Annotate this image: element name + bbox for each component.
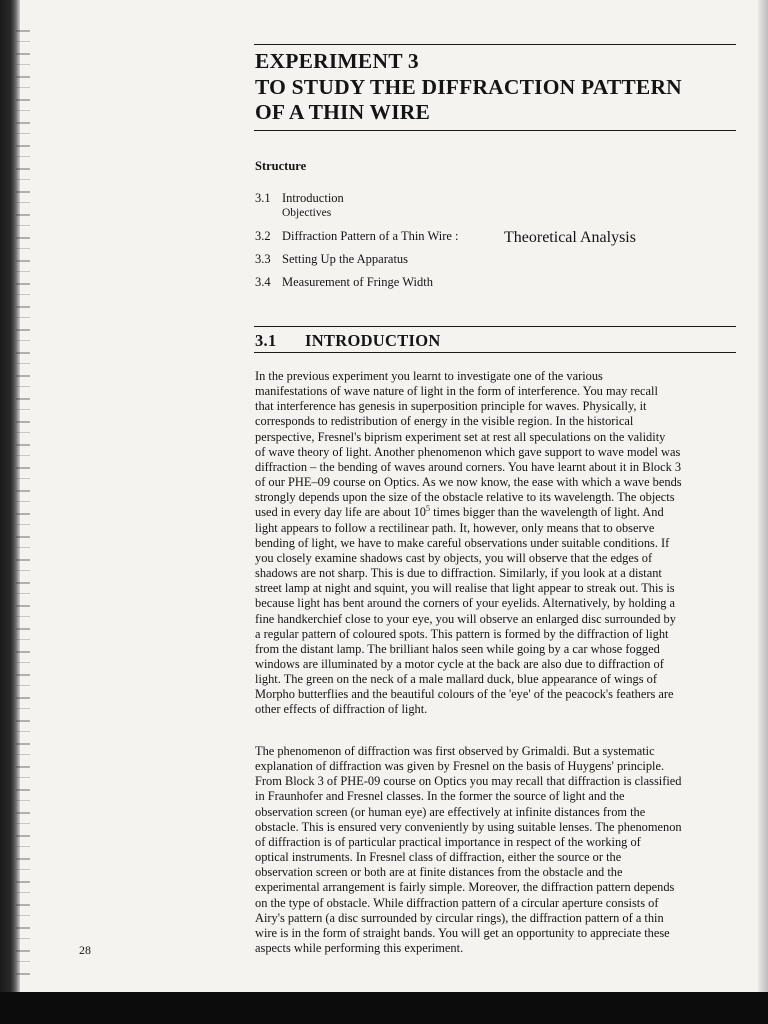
text-line: perspective, Fresnel's biprism experiment set at rest all speculations on the validity — [255, 429, 666, 444]
text-line: street lamp at night and squint, you will realise that light appear to streak out. This is — [255, 581, 675, 596]
page-edge — [758, 0, 768, 1024]
text-line: observation screen (or human eye) are effectively at infinite distances from the — [255, 804, 646, 819]
page-number: 28 — [79, 943, 91, 957]
toc-item-extra: Theoretical Analysis — [504, 229, 636, 246]
text-line: manifestations of wave nature of light in the form of interference. You may recall — [255, 384, 658, 399]
text-line: In the previous experiment you learnt to investigate one of the various — [255, 369, 603, 383]
text-line: a regular pattern of coloured spots. This pattern is formed by the diffraction of light — [255, 626, 669, 641]
header-line-3: OF A THIN WIRE — [255, 100, 431, 124]
text-line: corresponds to redistribution of energy in the visible region. In the historical — [255, 414, 634, 429]
text-line: aspects while performing this experiment. — [255, 941, 464, 956]
toc-item — [255, 229, 735, 252]
text-line: that interference has genesis in superposition principle for waves. Physically, it — [255, 399, 647, 414]
toc-item-number: 3.3 — [255, 252, 271, 266]
text-line: shadows are not sharp. This is due to diffraction. Similarly, if you look at a distant — [255, 566, 662, 581]
text-line: because light has bent around the corners of your eyelids. Alternatively, by holding a — [255, 596, 676, 611]
text-line: bending of light, we have to make careful observations under suitable conditions. If — [255, 535, 670, 550]
text-line: other effects of diffraction of light. — [255, 702, 428, 717]
header-bottom-rule — [254, 130, 736, 131]
text-line: Airy's pattern (a disc surrounded by circular rings), the diffraction pattern of a thin — [255, 910, 664, 925]
toc-item — [255, 191, 735, 229]
text-line: windows are illuminated by a motor cycle at the back are also due to diffraction of — [255, 656, 664, 671]
text-line: fine handkerchief close to your eye, you will observe an enlarged disc surrounded by — [255, 611, 676, 626]
structure-toc — [255, 159, 735, 298]
experiment-header — [255, 49, 735, 126]
section-title: INTRODUCTION — [305, 331, 441, 350]
text-line: of diffraction is of particular practical importance in respect of the working of — [255, 834, 641, 849]
text-line: used in every day life are about $10^5$ times bigger than the wavelength of light. And — [255, 504, 664, 520]
text-line: of our PHE–09 course on Optics. As we now know, the ease with which a wave bends — [255, 475, 682, 490]
toc-item — [255, 275, 735, 298]
text-line: obstacle. This is ensured very conveniently by using suitable lenses. The phenomenon — [255, 819, 682, 834]
toc-item-label: Measurement of Fringe Width — [282, 275, 433, 289]
introduction-paragraph-2 — [255, 744, 735, 956]
header-top-rule — [254, 44, 736, 45]
text-line: light appears to follow a rectilinear path. It, however, only means that to observe — [255, 520, 655, 535]
text-line: light. The green on the neck of a male mallard duck, blue appearance of wings of — [255, 672, 657, 687]
text-line: wire is in the form of straight bands. You will get an opportunity to appreciate these — [255, 925, 670, 940]
toc-item-label: Setting Up the Apparatus — [282, 252, 409, 266]
text-line: The phenomenon of diffraction was first observed by Grimaldi. But a systematic — [255, 744, 655, 758]
text-line: you closely examine shadows cast by objects, you will observe that the edges of — [255, 550, 653, 565]
toc-item-label: Introduction — [282, 191, 344, 205]
exponent: 5 — [426, 504, 430, 514]
section-top-rule — [254, 326, 736, 327]
scan-bottom-edge — [0, 992, 768, 1024]
toc-item-subtopic: Objectives — [282, 207, 332, 219]
text-line: From Block 3 of PHE-09 course on Optics you may recall that diffraction is classified — [255, 774, 682, 789]
binding-shadow — [16, 30, 30, 980]
toc-item-label: Diffraction Pattern of a Thin Wire : — [282, 229, 459, 243]
header-line-1: EXPERIMENT 3 — [255, 49, 419, 73]
toc-item-number: 3.2 — [255, 229, 271, 243]
toc-item-number: 3.4 — [255, 275, 271, 289]
section-number: 3.1 — [255, 331, 277, 350]
text-line: in Fraunhofer and Fresnel classes. In the former the source of light and the — [255, 789, 625, 804]
header-line-2: TO STUDY THE DIFFRACTION PATTERN — [255, 74, 682, 99]
toc-item — [255, 252, 735, 275]
structure-title: Structure — [255, 159, 307, 173]
text-line: strongly depends upon the size of the obstacle relative to its wavelength. The objects — [255, 490, 675, 505]
text-line: explanation of diffraction was given by Fresnel on the basis of Huygens' principle. — [255, 759, 665, 774]
text-line: of wave theory of light. Another phenomenon which gave support to wave model was — [255, 444, 681, 459]
section-bottom-rule — [254, 352, 736, 353]
text-line: on the type of obstacle. While diffraction pattern of a circular aperture consists of — [255, 895, 659, 910]
text-line: experimental arrangement is fairly simple. Moreover, the diffraction pattern depends — [255, 880, 675, 895]
text-line: Morpho butterflies and the beautiful colours of the 'eye' of the peacock's feathers are — [255, 687, 674, 702]
toc-item-number: 3.1 — [255, 191, 271, 205]
text-line: from the distant lamp. The brilliant halos seen while going by a car whose fogged — [255, 641, 660, 656]
section-heading — [255, 331, 735, 351]
introduction-paragraph-1 — [255, 369, 735, 718]
text-line: observation screen or both are at finite distances from the obstacle and the — [255, 865, 623, 880]
text-line: diffraction – the bending of waves around corners. You have learnt about it in Block 3 — [255, 459, 682, 474]
text-line: optical instruments. In Fresnel class of diffraction, either the source or the — [255, 850, 622, 865]
